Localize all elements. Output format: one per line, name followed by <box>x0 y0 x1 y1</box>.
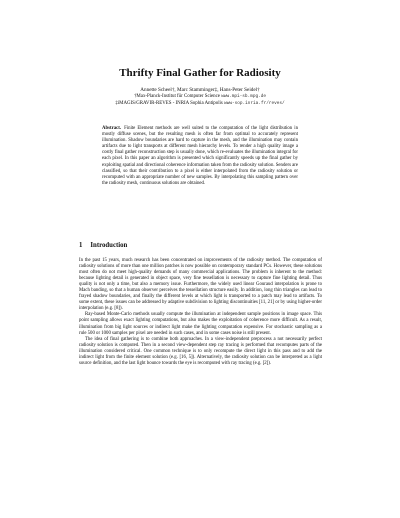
affiliations <box>0 94 400 108</box>
affiliation-mpi <box>0 94 400 101</box>
author-list: Annette Scheel†, Marc Stamminger‡, Hans-Peter Seidel† <box>140 87 260 93</box>
section-body <box>79 258 322 367</box>
abstract-text: Finite Element methods are well suited to the computation of the light distribution in mostly diffuse scenes, but the resulting mesh is often far from optimal to accurately represent illumination. Shadow boundaries are hard to capture in the mesh, and the illumination may contain artifacts due to light transports at different mesh hierarchy levels. To render a high quality image a costly final gather reconstruction step is usually done, which re-evaluates the illumination integral for each pixel. In this paper an algorithm is presented which significantly speeds up the final gather by exploiting spatial and directional coherence information taken from the radiosity solution. Senders are classified, so that their contribution to a pixel is either interpolated from the radiosity solution or recomputed with an appropriate number of new samples. By interpolating this sampling pattern over the radiosity mesh, continuous solutions are obtained. <box>102 126 298 186</box>
abstract-label: Abstract. <box>102 126 122 131</box>
affiliation-url[interactable]: www.mpi-sb.mpg.de <box>221 94 266 99</box>
section-heading <box>79 242 127 249</box>
affiliation-name: †Max-Planck-Institut für Computer Science <box>133 94 220 99</box>
affiliation-inria <box>0 101 400 108</box>
abstract <box>102 126 298 187</box>
body-paragraph: The idea of final gathering is to combine both approaches. In a view-independent preprocess a not necessarily perfect radiosity solution is computed. Then in a second view-dependent step ray tracing is performed that recomputes parts of the illumination considered critical. One common technique is to only recompute the direct light in this pass and to add the indirect light from the finite element solution (e.g. [16, 5]). Alternatively, the radiosity solution can be interpreted as a light source definition, and the last light bounce towards the eye is recomputed with ray tracing (e.g. [2]). <box>79 336 322 366</box>
section-number: 1 <box>79 242 83 249</box>
paper-title: Thrifty Final Gather for Radiosity <box>119 67 281 79</box>
section-title: Introduction <box>90 242 128 249</box>
affiliation-name: ‡iMAGIS/GRAVIR-REVES - INRIA Sophia Antipolis <box>115 100 223 106</box>
affiliation-url[interactable]: www-sop.inria.fr/reves/ <box>224 100 285 106</box>
body-paragraph: Ray-based Monte-Carlo methods usually compute the illumination at independent sample positions in image space. This point sampling allows exact lighting computations, but also makes the exploitation of coherence more difficult. As a result, illumination from big light sources or indirect light make the lighting computation expensive. For stochastic sampling as a rule 500 or 1000 samples per pixel are needed in such cases, and in some cases noise is still present. <box>79 312 322 336</box>
body-paragraph: In the past 15 years, much research has been concentrated on improvements of the radiosity method. The computation of radiosity solutions of more than one million patches is now possible on contemporary standard PCs. However, these solutions most often do not meet high-quality demands of many commercial applications. The problem is inherent to the method: because lighting detail is generated in object space, very fine tessellation is necessary to capture fine lighting detail. Thus quality is not only a time, but also a memory issue. Furthermore, the widely used linear Gouraud interpolation is prone to Mach banding, so that a human observer perceives the tessellation structure easily. In addition, long thin triangles can lead to frayed shadow boundaries, and finally the different levels at which light is transported to a patch may lead to artifacts. To some extent, these issues can be addressed by adaptive subdivision to lighting discontinuities [11, 21] or by using higher-order interpolation (e.g. [8]). <box>79 258 322 312</box>
